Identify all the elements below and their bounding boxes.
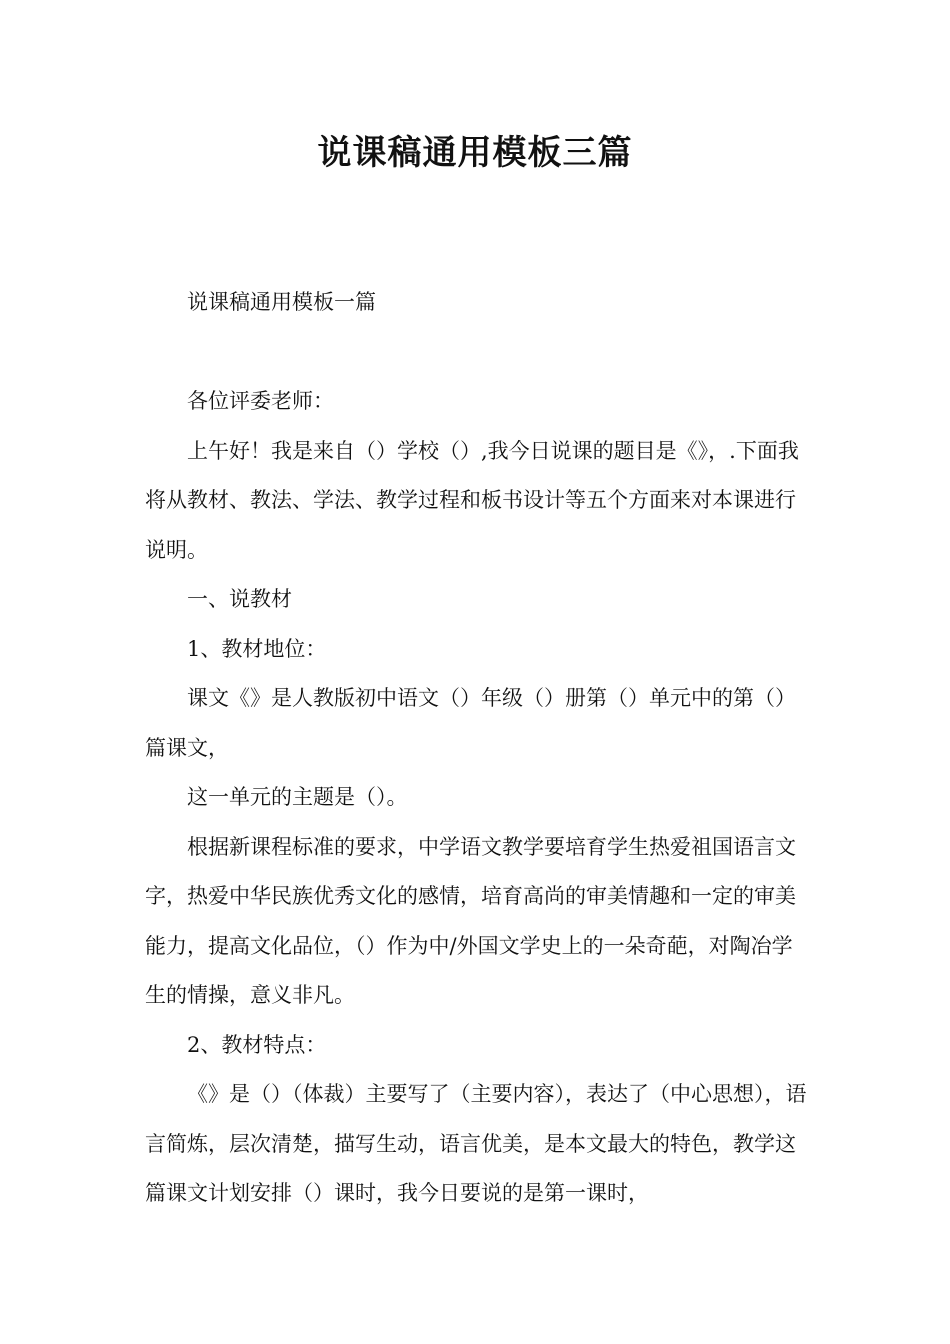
document-body (145, 377, 810, 1219)
greeting-paragraph: 各位评委老师： (187, 389, 334, 413)
section-subtitle: 说课稿通用模板一篇 (187, 290, 376, 314)
section-heading-textbook: 一、说教材 (187, 587, 292, 611)
document-title: 说课稿通用模板三篇 (317, 133, 633, 173)
paragraph-curriculum: 根据新课程标准的要求，中学语文教学要培育学生热爱祖国语言文字，热爱中华民族优秀文化的感情，培育高尚的审美情趣和一定的审美能力，提高文化品位，（）作为中/外国文学史上的一朵奇葩，对陶冶学生的情操，意义非凡。 (145, 834, 796, 1007)
paragraph-features: 《》是（）（体裁）主要写了（主要内容），表达了（中心思想），语言简炼，层次清楚，描写生动，语言优美，是本文最大的特色，教学这篇课文计划安排（）课时，我今日要说的是第一课时， (145, 1082, 807, 1205)
paragraph-lesson-source: 课文《》是人教版初中语文（）年级（）册第（）单元中的第（）篇课文， (145, 686, 796, 760)
paragraph-unit-theme: 这一单元的主题是（）。 (187, 785, 408, 809)
subheading-position: 1、教材地位： (187, 636, 327, 661)
intro-paragraph: 上午好！我是来自（）学校（）,我今日说课的题目是《》，.下面我将从教材、教法、学法、教学过程和板书设计等五个方面来对本课进行说明。 (145, 438, 799, 562)
subtitle-block (145, 278, 810, 328)
subheading-features: 2、教材特点： (187, 1032, 327, 1057)
